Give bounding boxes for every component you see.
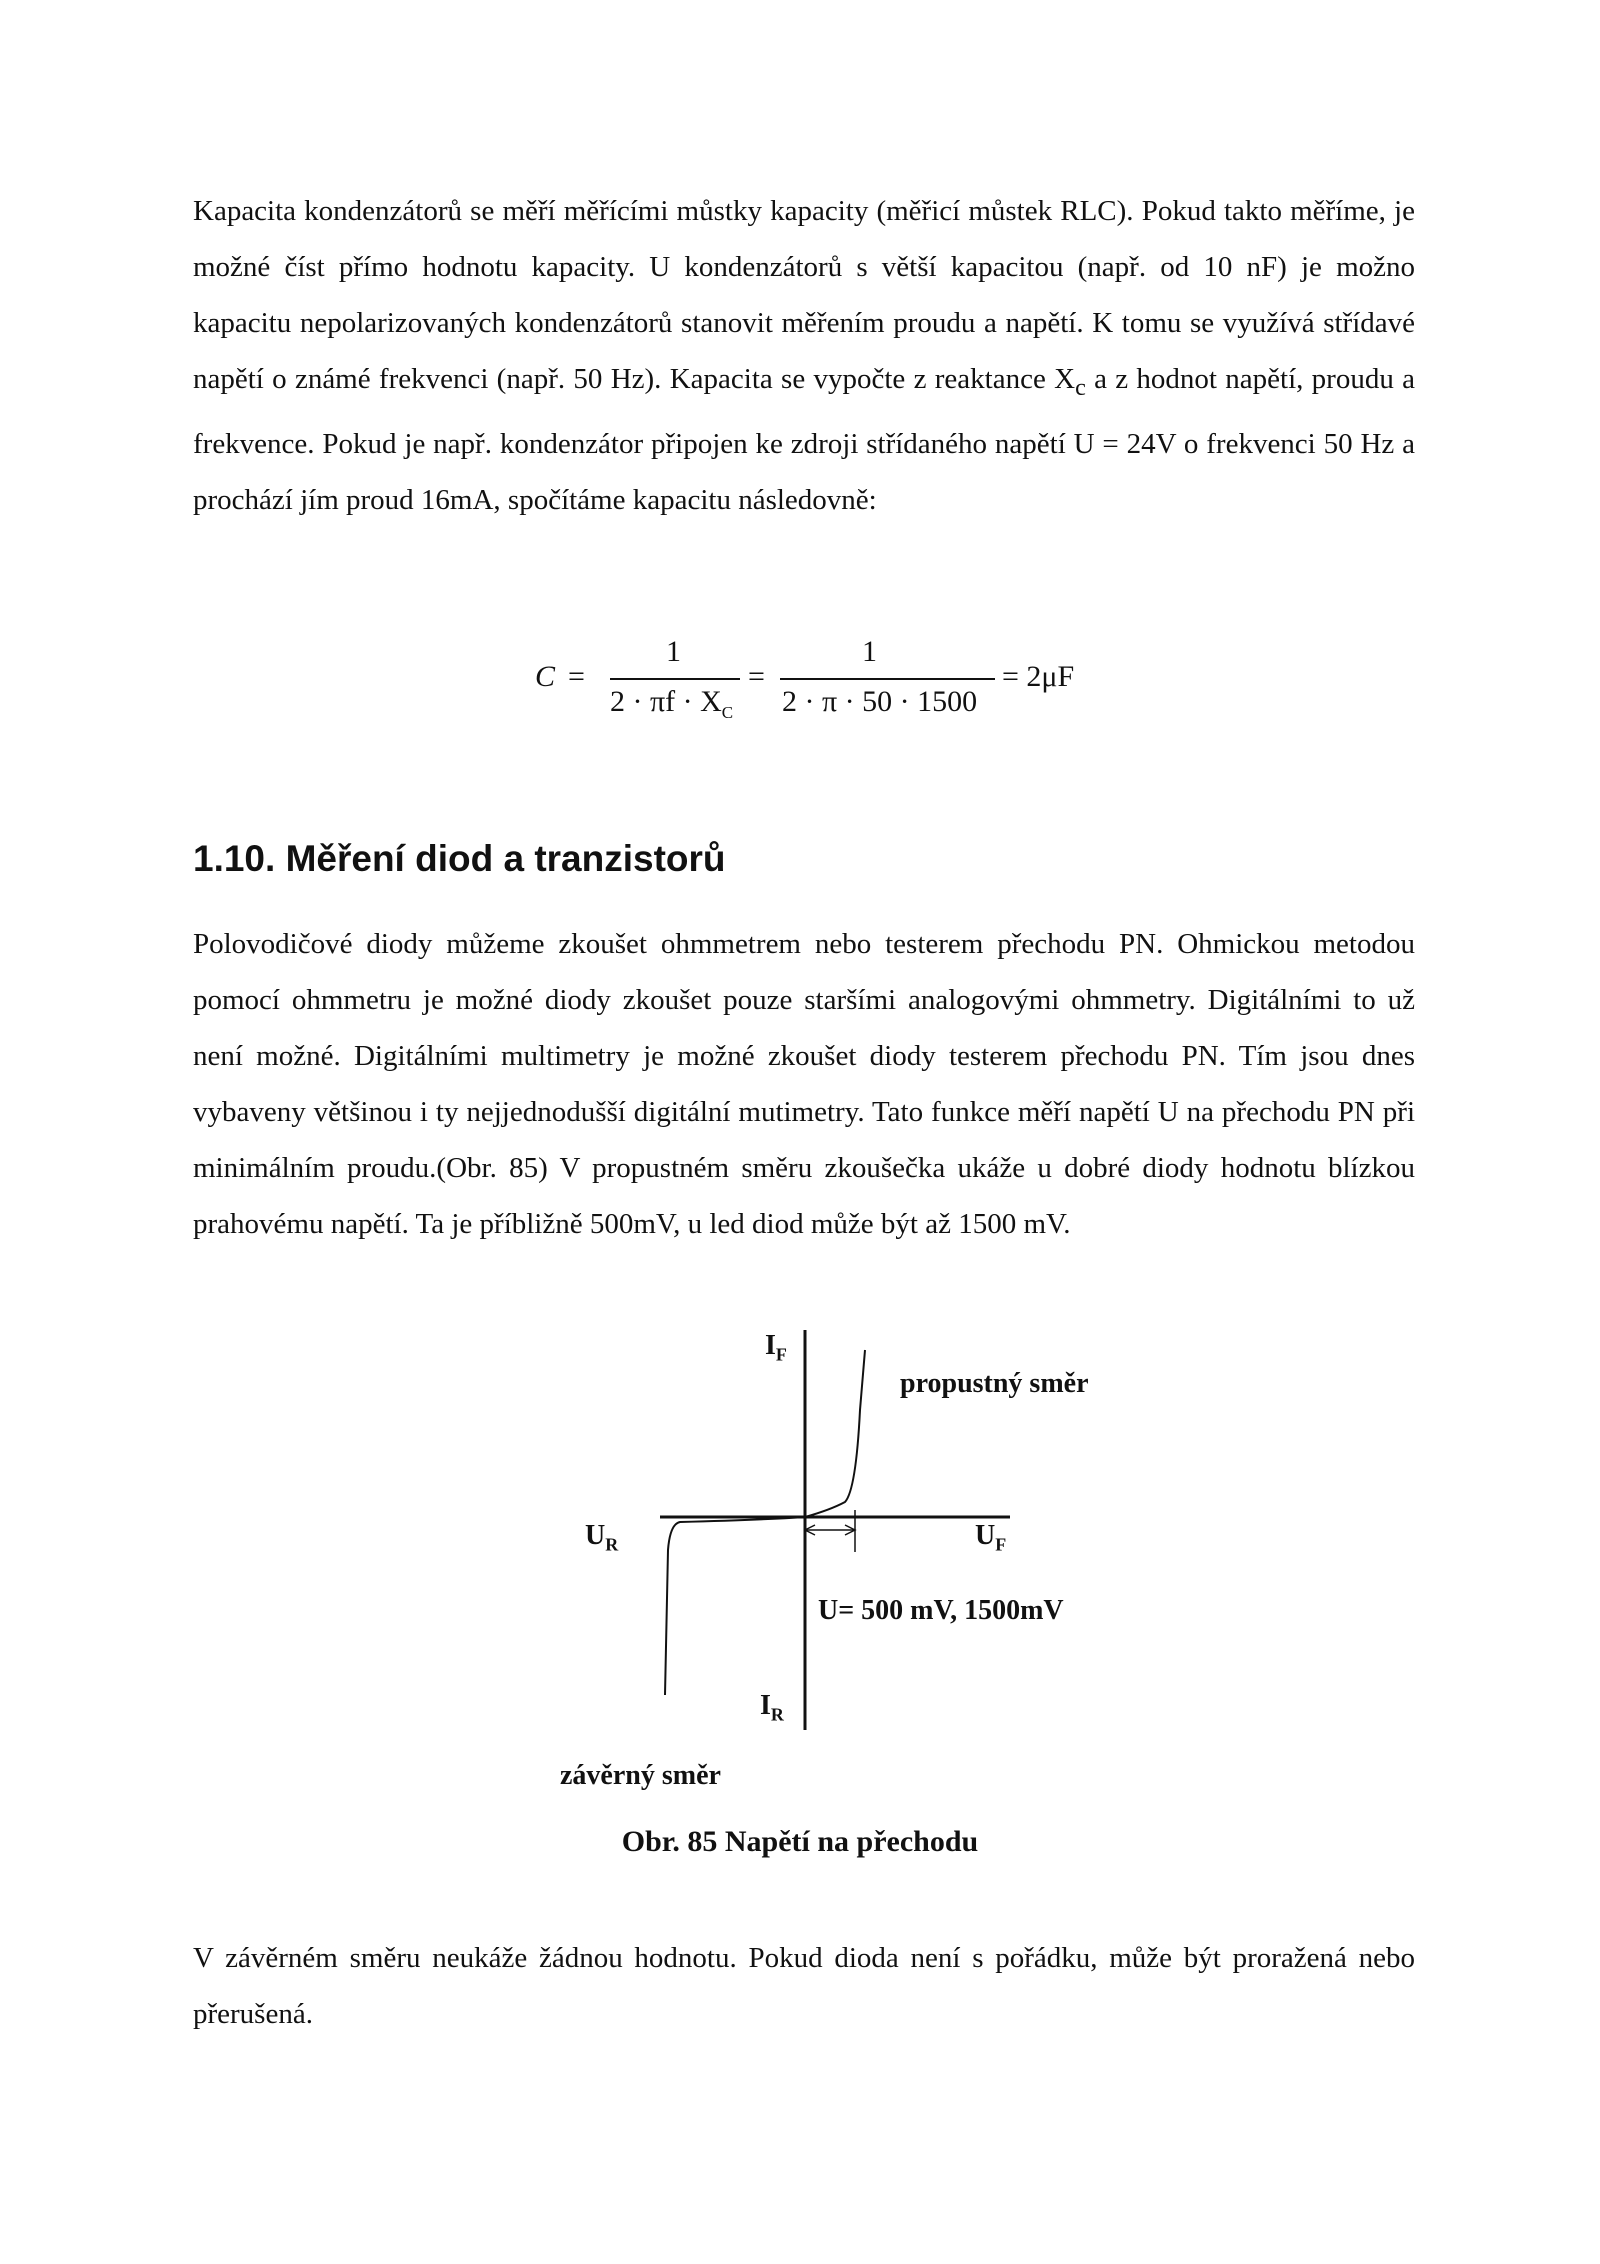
if-axis-label: $I_F$ (765, 1330, 787, 1365)
formula-denominator-2: 2 · π · 50 · 1500 (782, 685, 978, 718)
formula-lhs: C (535, 660, 556, 693)
ur-axis-label: $U_R$ (585, 1520, 619, 1555)
figure-caption: Obr. 85 Napětí na přechodu (621, 1825, 979, 1858)
formula-equals: = (748, 660, 765, 693)
forward-direction-label: propustný směr (900, 1368, 1089, 1399)
iv-curve (665, 1350, 865, 1695)
iv-characteristic-graph (560, 1330, 1180, 1800)
diode-iv-figure (560, 1330, 1180, 1800)
paragraph-reverse: V závěrném směru neukáže žádnou hodnotu. Pokud dioda není s pořádku, může být proražená nebo přerušená. (193, 1942, 1415, 2030)
capacitance-formula (530, 635, 1090, 745)
paragraph-text: a z hodnot napětí, proudu a frekvence. Pokud je např. kondenzátor připojen ke zdroji střídaného napětí U = 24V o frekvenci 50 Hz a prochází jím proud 16mA, spočítáme kapacitu následovně: (193, 363, 1416, 516)
uf-axis-label: $U_F$ (975, 1520, 1007, 1555)
subscript: c (1075, 373, 1086, 401)
formula-numerator-1: 1 (666, 635, 681, 668)
paragraph-diodes: Polovodičové diody můžeme zkoušet ohmmetrem nebo testerem přechodu PN. Ohmickou metodou pomocí ohmmetru je možné diody zkoušet pouze staršími analogovými ohmmetry. Digitálními to už není možné. Digitálními multimetry je možné zkoušet diody testerem přechodu PN. Tím jsou dnes vybaveny většinou i ty nejjednodušší digitální mutimetry. Tato funkce měří napětí U na přechodu PN při minimálním proudu.(Obr. 85) V propustném směru zkoušečka ukáže u dobré diody hodnotu blízkou prahovému napětí. Ta je příbližně 500mV, u led diod může být až 1500 mV. (193, 928, 1415, 1240)
fraction-bar-1 (610, 678, 740, 680)
formula-equals: = (568, 660, 585, 693)
reverse-direction-label: závěrný směr (560, 1760, 721, 1791)
formula-numerator-2: 1 (862, 635, 877, 668)
ir-axis-label: $I_R$ (760, 1690, 784, 1725)
fraction-bar-2 (780, 678, 995, 680)
paragraph-capacitance (193, 183, 1415, 528)
threshold-voltage-label: U= 500 mV, 1500mV (818, 1595, 1064, 1626)
formula-denominator-1: $2 \cdot \pi f \cdot X_C$ (610, 685, 734, 722)
paragraph-text: Kapacita kondenzátorů se měří měřícími můstky kapacity (měřicí můstek RLC). Pokud takto měříme, je možné číst přímo hodnotu kapacity. U kondenzátorů s větší kapacitou (např. od 10 nF) je možno kapacitu nepolarizovaných kondenzátorů stanovit měřením proudu a napětí. K tomu se využívá střídavé napětí o známé frekvenci (např. 50 Hz). Kapacita se vypočte z reaktance X (193, 195, 1415, 395)
formula-result: = 2μF (1002, 660, 1075, 693)
section-heading: 1.10. Měření diod a tranzistorů (193, 838, 726, 879)
